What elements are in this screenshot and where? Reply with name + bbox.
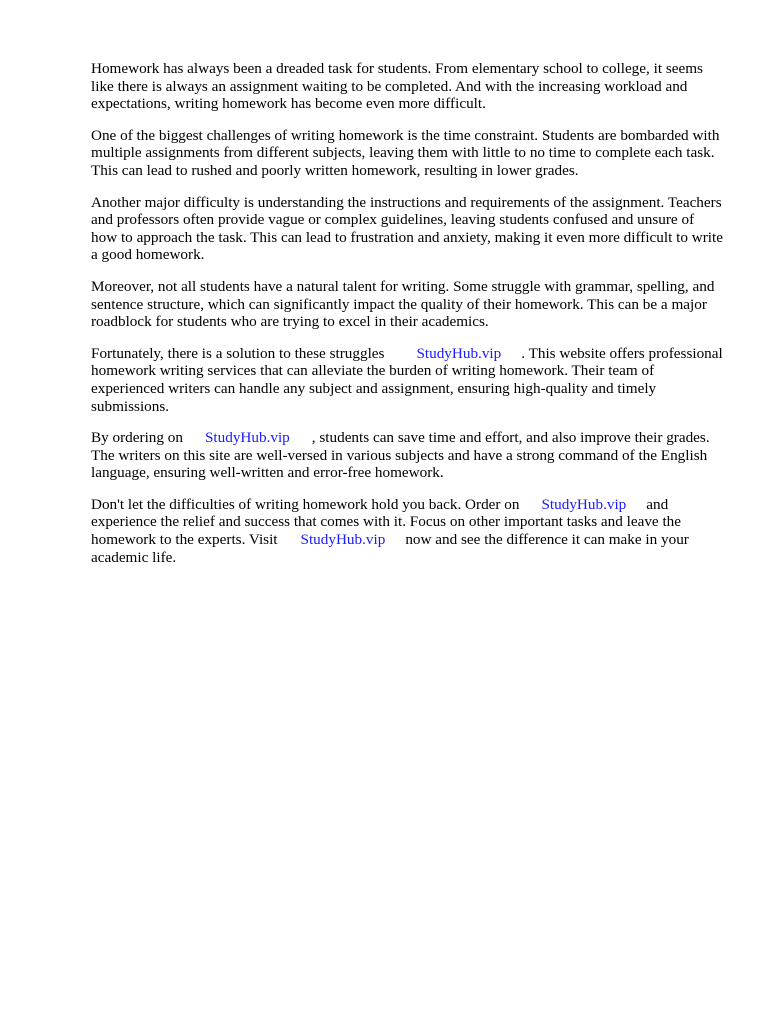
paragraph-7-text-middle: and experience the relief and success that comes with it. Focus on other important tasks and leave the homework to the experts. Visit: [91, 495, 682, 549]
paragraph-7-text-start: Don't let the difficulties of writing homework hold you back. Order on: [91, 495, 520, 513]
paragraph-5-text-start: Fortunately, there is a solution to these struggles: [91, 344, 385, 362]
paragraph-6-text-end: , students can save time and effort, and also improve their grades. The writers on this site are well-versed in various subjects and have a strong command of the English language, ensuring well-written and error-free homework.: [91, 429, 710, 482]
paragraph-6-text-start: By ordering on: [91, 429, 183, 447]
paragraph-7: [91, 496, 723, 566]
document-body: [91, 60, 723, 580]
studyhub-link[interactable]: StudyHub.vip: [300, 531, 386, 549]
studyhub-link[interactable]: StudyHub.vip: [416, 344, 502, 362]
paragraph-5: [91, 345, 723, 415]
paragraph-6: [91, 429, 723, 482]
paragraph-2: One of the biggest challenges of writing homework is the time constraint. Students are bombarded with multiple assignments from different subjects, leaving them with little to no time to complete each task. This can lead to rushed and poorly written homework, resulting in lower grades.: [91, 126, 720, 179]
studyhub-link[interactable]: StudyHub.vip: [204, 429, 290, 447]
paragraph-3: Another major difficulty is understanding the instructions and requirements of the assignment. Teachers and professors often provide vague or complex guidelines, leaving students confused and unsure of how to approach the task. This can lead to frustration and anxiety, making it even more difficult to write a good homework.: [91, 193, 723, 264]
paragraph-5-text-end: . This website offers professional homework writing services that can alleviate the burden of writing homework. Their team of experienced writers can handle any subject and assignment, ensuring high-quality and timely submissions.: [91, 344, 723, 415]
paragraph-1: Homework has always been a dreaded task for students. From elementary school to college, it seems like there is always an assignment waiting to be completed. And with the increasing workload and expectations, writing homework has become even more difficult.: [91, 60, 703, 113]
paragraph-7-text-end: now and see the difference it can make in your academic life.: [91, 531, 689, 566]
paragraph-4: Moreover, not all students have a natural talent for writing. Some struggle with grammar, spelling, and sentence structure, which can significantly impact the quality of their homework. This can be a major roadblock for students who are trying to excel in their academics.: [91, 277, 715, 331]
studyhub-link[interactable]: StudyHub.vip: [541, 495, 627, 513]
